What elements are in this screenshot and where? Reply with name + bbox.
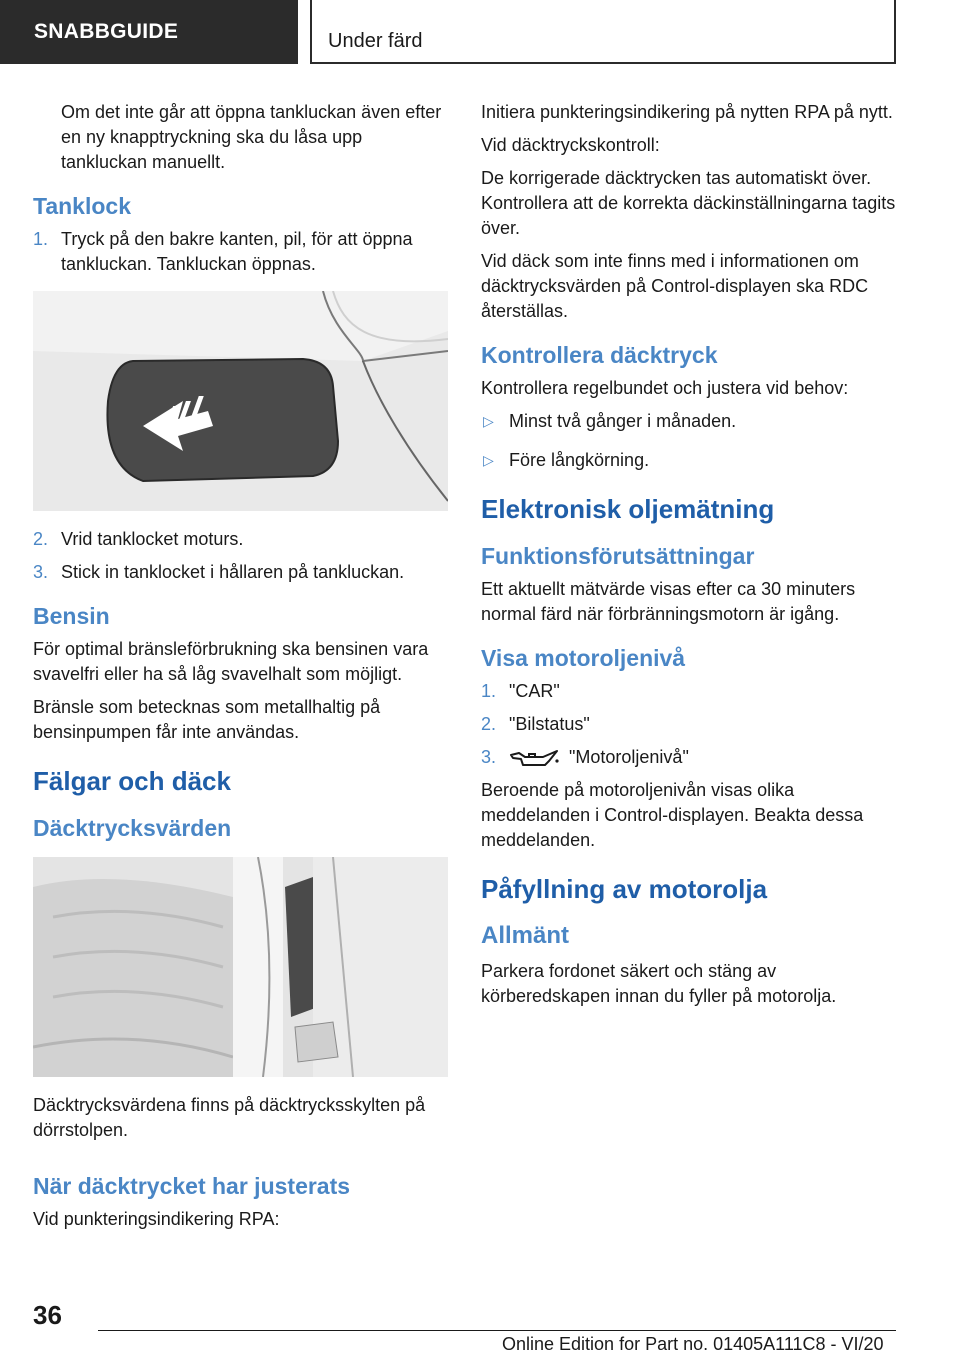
fuel-flap-image [33,291,448,511]
visa-heading: Visa motoroljenivå [481,645,686,671]
justerat-paragraph: Vid punkteringsindikering RPA: [33,1209,280,1229]
tanklock-heading: Tanklock [33,193,131,219]
kontroll-bullets [481,409,896,473]
step-number: 3. [481,747,497,767]
bullet-triangle-icon: ▷ [483,413,494,429]
list-item: ▷ Före långkörning. [481,448,896,473]
kontroll-heading: Kontrollera däcktryck [481,342,718,368]
bensin-paragraph-1: För optimal bränsleförbrukning ska bensinen vara svavelfri eller ha så låg svavelhalt som möjligt. [33,639,429,684]
right-column [481,100,896,1017]
tanklock-steps-continued [33,527,448,585]
left-column [33,100,448,1240]
step-number: 2. [33,529,49,549]
tryck-heading: Däcktrycksvärden [33,815,232,841]
pafyll-heading: Påfyllning av motorolja [481,874,768,904]
step-number: 3. [33,562,49,582]
justerat-heading: När däcktrycket har justerats [33,1173,351,1199]
rpa-paragraph: Initiera punkteringsindikering på nytten RPA på nytt. [481,102,893,122]
footer-divider [98,1330,896,1331]
tanklock-steps [33,227,448,277]
allmant-heading: Allmänt [481,922,570,949]
bullet-triangle-icon: ▷ [483,452,494,468]
bensin-paragraph-2: Bränsle som betecknas som metallhaltig på bensinpumpen får inte användas. [33,697,381,742]
step-text: Tryck på den bakre kanten, pil, för att öppna tankluckan. Tankluckan öppnas. [61,229,413,274]
section-tab: SNABBGUIDE [0,0,298,64]
allmant-paragraph: Parkera fordonet säkert och stäng av körberedskapen innan du fyller på motorolja. [481,961,837,1006]
list-item: 1. "CAR" [481,679,896,704]
fuel-flap-illustration [33,291,448,511]
list-item: 3. "Motoroljenivå" [481,745,896,770]
falgar-heading: Fälgar och däck [33,766,231,796]
step-number: 2. [481,714,497,734]
oil-can-icon [509,747,561,769]
step-number: 1. [481,681,497,701]
list-item [33,527,448,552]
kontroll-paragraph: Kontrollera regelbundet och justera vid behov: [481,378,849,398]
step-number: 1. [33,229,49,249]
step-text: Vrid tanklocket moturs. [61,529,244,549]
visa-steps [481,679,896,770]
edition-text: Online Edition for Part no. 01405A111C8 - VI/20 [502,1334,884,1354]
list-item: ▷ Minst två gånger i månaden. [481,409,896,434]
list-item: 2. "Bilstatus" [481,712,896,737]
tryck-paragraph: Däcktrycksvärdena finns på däcktrycksskylten på dörrstolpen. [33,1095,426,1140]
list-item [33,560,448,585]
page-number: 36 [33,1300,62,1330]
page-header [0,0,960,66]
olje-heading: Elektronisk oljemätning [481,494,775,524]
step-text: Stick in tanklocket i hållaren på tankluckan. [61,562,405,582]
intro-paragraph: Om det inte går att öppna tankluckan även efter en ny knapptryckning ska du låsa upp tankluckan manuellt. [61,102,442,172]
door-pillar-image [33,857,448,1077]
chapter-tab: Under färd [310,0,896,64]
door-pillar-illustration [33,857,448,1077]
rdc-paragraph: Vid däck som inte finns med i informationen om däcktrycksvärden på Control-displayen ska RDC återställas. [481,251,869,321]
bensin-heading: Bensin [33,603,110,629]
funktion-heading: Funktionsförutsättningar [481,543,755,569]
corrected-paragraph: De korrigerade däcktrycken tas automatiskt över. Kontrollera att de korrekta däckinställningarna tagits över. [481,168,896,238]
list-item [33,227,448,277]
visa-paragraph: Beroende på motoroljenivån visas olika meddelanden i Control-displayen. Beakta dessa meddelanden. [481,780,864,850]
funktion-paragraph: Ett aktuellt mätvärde visas efter ca 30 minuters normal färd när förbränningsmotorn är igång. [481,579,856,624]
check-paragraph: Vid däcktryckskontroll: [481,135,660,155]
